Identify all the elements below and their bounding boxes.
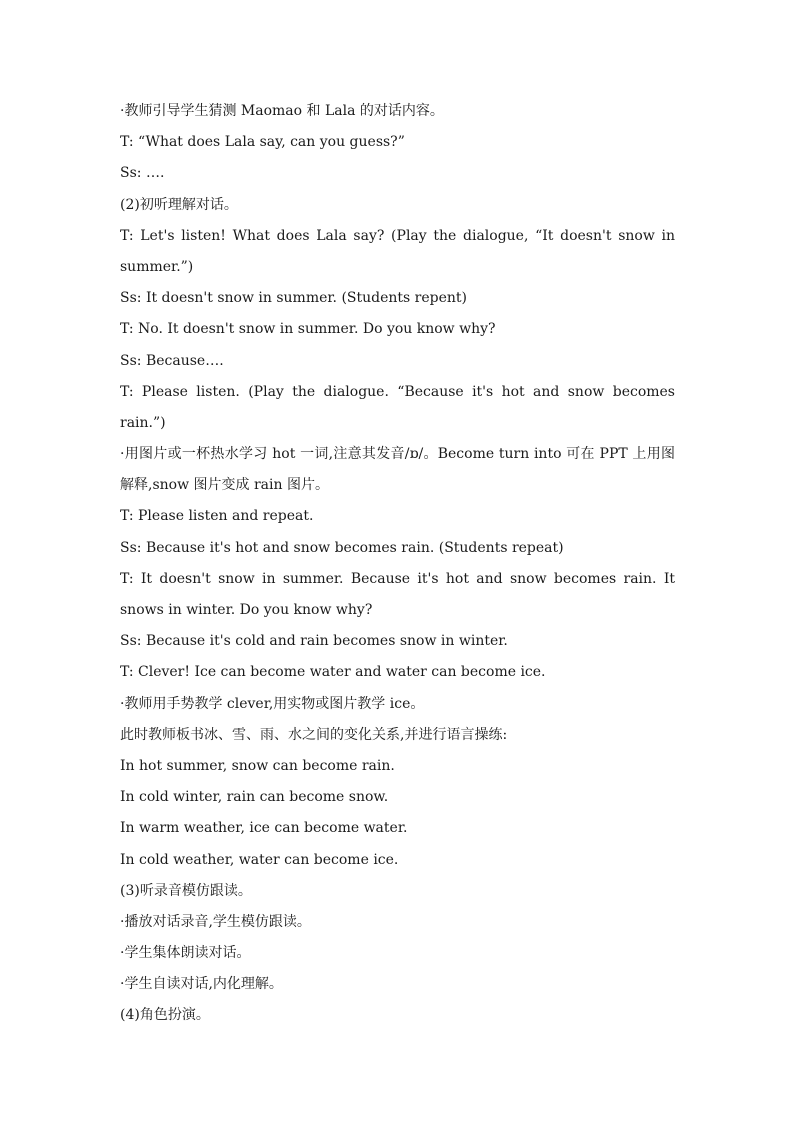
text-line: snows in winter. Do you know why? — [120, 602, 373, 618]
text-line: rain.”) — [120, 414, 166, 431]
text-line: Ss: Because it's hot and snow becomes rain. (Students repeat) — [120, 539, 564, 556]
text-line: 此时教师板书冰、雪、雨、水之间的变化关系,并进行语言操练: — [120, 726, 508, 743]
text-line: (3)听录音模仿跟读。 — [120, 882, 252, 899]
text-line: (4)角色扮演。 — [120, 1007, 210, 1024]
text-line: Ss: It doesn't snow in summer. (Students repent) — [120, 290, 467, 307]
text-line: T: Clever! Ice can become water and water can become ice. — [120, 664, 546, 681]
text-line: ·教师引导学生猜测 Maomao 和 Lala 的对话内容。 — [120, 103, 444, 119]
text-line: 解释,snow 图片变成 rain 图片。 — [120, 477, 329, 494]
text-line: (2)初听理解对话。 — [120, 196, 238, 213]
text-line: In hot summer, snow can become rain. — [120, 757, 395, 774]
text-line: In cold weather, water can become ice. — [120, 851, 399, 868]
text-line: In warm weather, ice can become water. — [120, 820, 408, 837]
text-line: ·学生集体朗读对话。 — [120, 945, 251, 962]
text-line: ·教师用手势教学 clever,用实物或图片教学 ice。 — [120, 695, 425, 712]
text-line: T: Please listen and repeat. — [120, 508, 314, 525]
text-line: Ss: …. — [120, 165, 165, 182]
text-line: T: Please listen. (Play the dialogue. “Because it's hot and snow becomes — [120, 383, 675, 400]
document-body — [120, 96, 675, 1032]
text-line: Ss: Because…. — [120, 352, 224, 369]
text-line: ·播放对话录音,学生模仿跟读。 — [120, 913, 311, 930]
text-line: T: Let's listen! What does Lala say? (Play the dialogue, “It doesn't snow in — [120, 227, 675, 244]
text-line: summer.”) — [120, 258, 194, 275]
text-line: T: No. It doesn't snow in summer. Do you know why? — [120, 321, 496, 338]
text-line: ·学生自读对话,内化理解。 — [120, 976, 283, 993]
text-line: In cold winter, rain can become snow. — [120, 789, 389, 806]
text-line: Ss: Because it's cold and rain becomes snow in winter. — [120, 633, 508, 650]
text-line: T: It doesn't snow in summer. Because it's hot and snow becomes rain. It — [120, 570, 675, 587]
text-line: T: “What does Lala say, can you guess?” — [120, 134, 405, 151]
text-line: ·用图片或一杯热水学习 hot 一词,注意其发音/ɒ/。Become turn into 可在 PPT 上用图 — [120, 446, 675, 463]
